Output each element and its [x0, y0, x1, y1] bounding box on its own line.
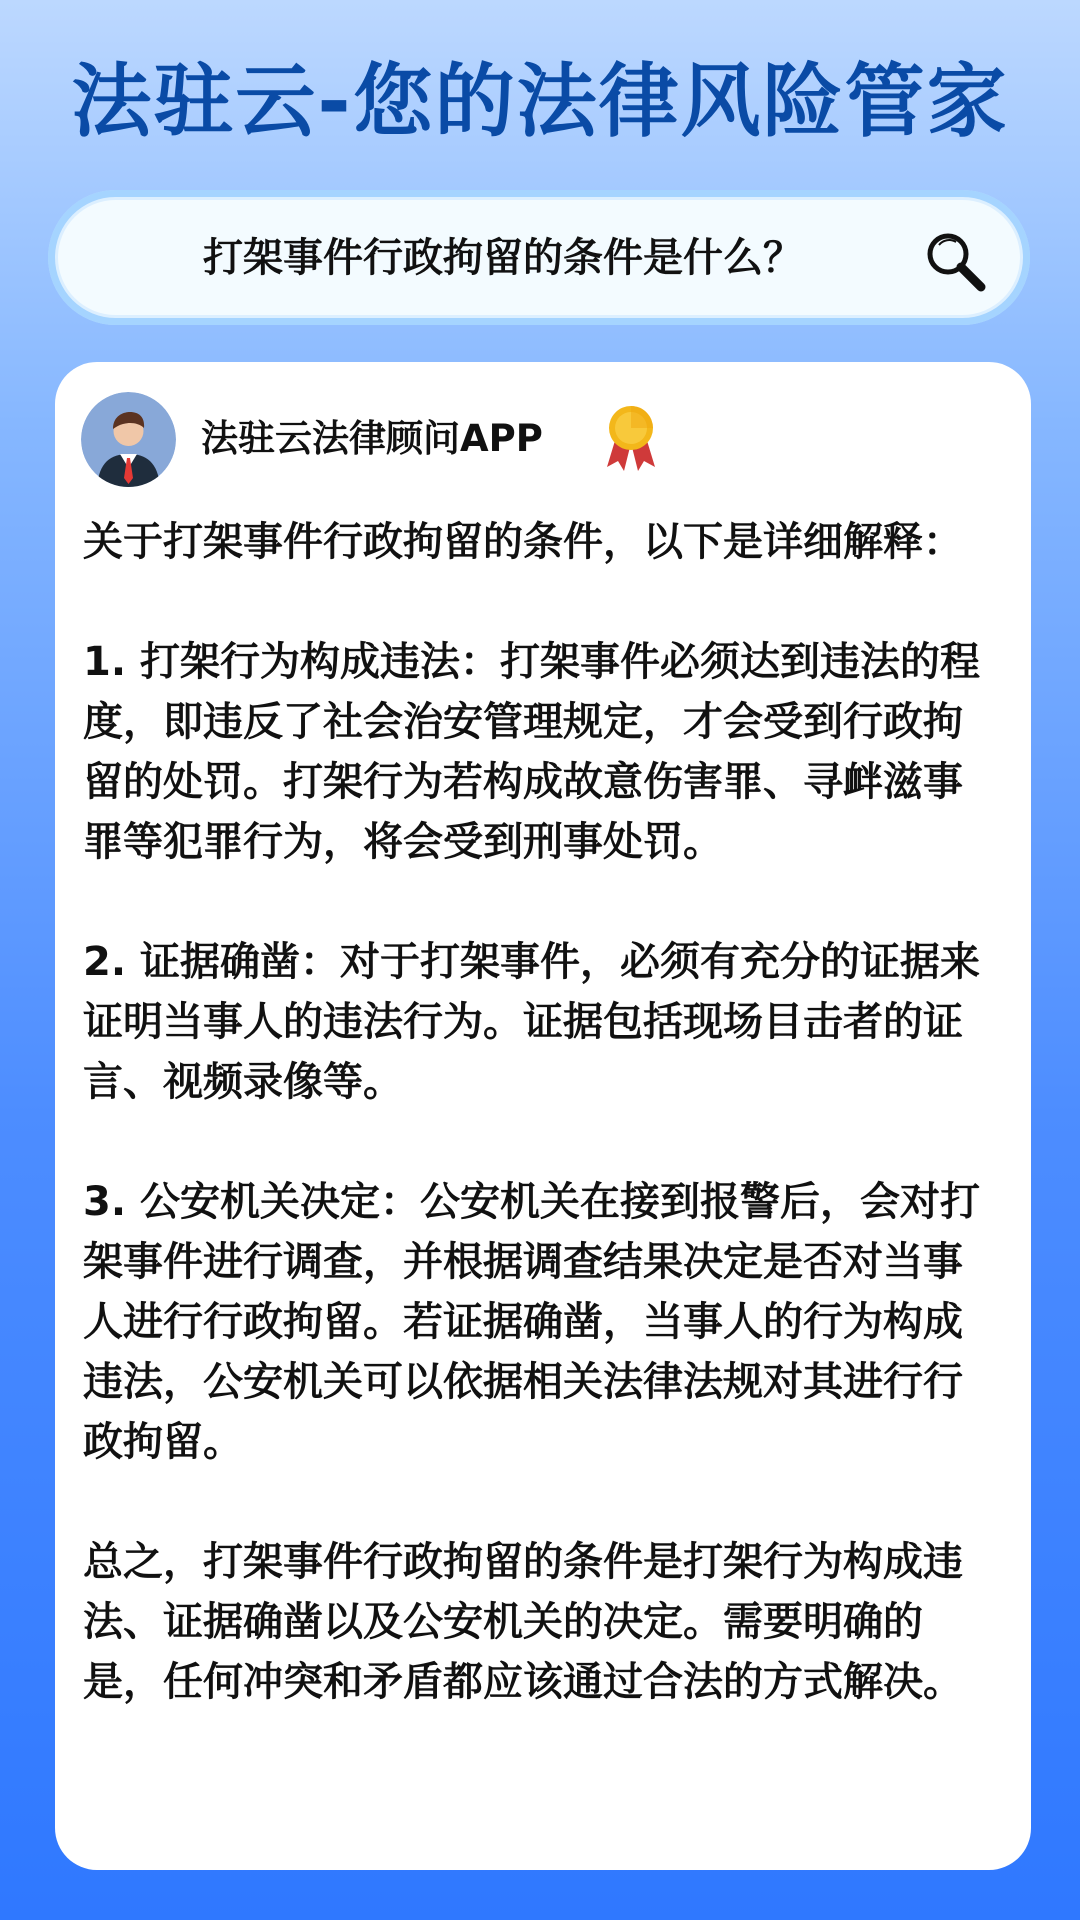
answer-point-3: 3. 公安机关决定：公安机关在接到报警后，会对打架事件进行调查，并根据调查结果决定是否对当事人进行行政拘留。若证据确凿，当事人的行为构成违法，公安机关可以依据相关法律法规对其进行行政拘留。 [83, 1179, 980, 1465]
search-query[interactable]: 打架事件行政拘留的条件是什么？ [203, 235, 803, 281]
search-bar[interactable] [48, 190, 1030, 325]
answer-intro: 关于打架事件行政拘留的条件，以下是详细解释： [83, 519, 963, 565]
answer-point-1: 1. 打架行为构成违法：打架事件必须达到违法的程度，即违反了社会治安管理规定，才会受到行政拘留的处罚。打架行为若构成故意伤害罪、寻衅滋事罪等犯罪行为，将会受到刑事处罚。 [83, 639, 980, 865]
search-pill[interactable] [58, 200, 1020, 315]
answer-summary: 总之，打架事件行政拘留的条件是打架行为构成违法、证据确凿以及公安机关的决定。需要明确的是，任何冲突和矛盾都应该通过合法的方式解决。 [83, 1539, 963, 1705]
search-icon[interactable] [922, 228, 990, 296]
lawyer-avatar [81, 392, 176, 487]
page-title: 法驻云-您的法律风险管家 [71, 55, 1009, 148]
answer-content [83, 512, 999, 1712]
answer-card [55, 362, 1031, 1870]
app-name: 法驻云法律顾问APP [201, 417, 543, 460]
medal-icon [603, 404, 659, 476]
answer-point-2: 2. 证据确凿：对于打架事件，必须有充分的证据来证明当事人的违法行为。证据包括现场目击者的证言、视频录像等。 [83, 939, 980, 1105]
